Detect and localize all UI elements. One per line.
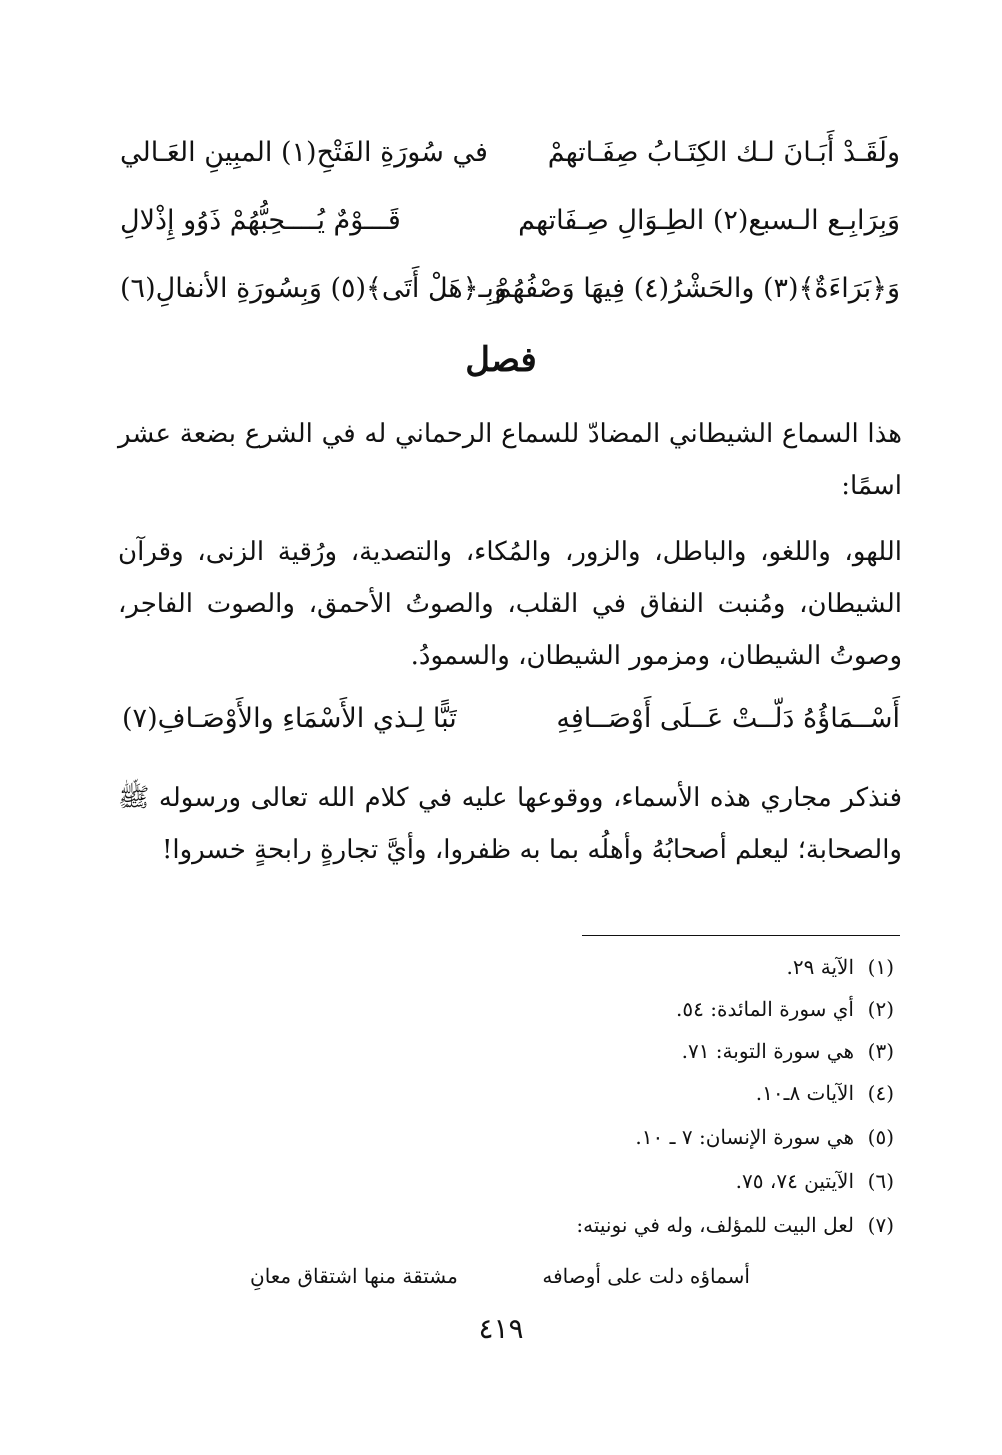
- verse-line: [120, 264, 900, 314]
- footnote: [194, 1078, 894, 1108]
- footnote-text: هي سورة التوبة: ٧١.: [681, 1039, 854, 1063]
- footnote-text: الآية ٢٩.: [786, 955, 854, 979]
- footnote: [194, 994, 894, 1024]
- closing-paragraph: فنذكر مجاري هذه الأسماء، ووقوعها عليه في كلام الله تعالى ورسوله ﷺ والصحابة؛ ليعلم أصحابُهُ وأهلُه بما به ظفروا، وأيَّ تجارةٍ رابحةٍ خسروا!: [118, 783, 902, 865]
- footnote-text: لعل البيت للمؤلف، وله في نونيته:: [576, 1213, 854, 1237]
- footnote-separator: [582, 935, 900, 936]
- footnote-text: الآيتين ٧٤، ٧٥.: [735, 1169, 854, 1193]
- footnote-number: (٧): [867, 1213, 894, 1237]
- footnote: [194, 1166, 894, 1196]
- names-paragraph: اللهو، واللغو، والباطل، والزور، والمُكاء، والتصدية، ورُقية الزنى، وقرآن الشيطان، ومُنبت النفاق في القلب، والصوتُ الأحمق، والصوت الفاجر، وصوتُ الشيطان، ومزمور الشيطان، والسمودُ.: [118, 537, 902, 671]
- footnote-text: الآيات ٨ـ١٠.: [755, 1081, 854, 1105]
- footnote: [194, 1210, 894, 1240]
- footnote-verse: [250, 1260, 750, 1292]
- footnote-number: (٤): [867, 1081, 894, 1105]
- verse-first-hemistich: وَ﴿بَرَاءَةٌ﴾(٣) والحَشْرُ(٤) فِيهَا وَصْفُهُمْ: [494, 273, 900, 304]
- footnote: [194, 952, 894, 982]
- verse-second-hemistich: وَبِـ﴿هَلْ أَتَى﴾(٥) وَبِسُورَةِ الأنفالِ(٦): [120, 273, 507, 304]
- verse-first-hemistich: أسماؤه دلت على أوصافه: [542, 1264, 750, 1288]
- footnote-number: (٥): [867, 1125, 894, 1149]
- verse-second-hemistich: مشتقة منها اشتقاق معانِ: [250, 1264, 458, 1288]
- footnote-number: (١): [867, 955, 894, 979]
- intro-paragraph: هذا السماع الشيطاني المضادّ للسماع الرحماني له في الشرع بضعة عشر اسمًا:: [118, 419, 902, 501]
- verse-first-hemistich: ولَقَـدْ أَبَـانَ لـك الكِتَـابُ صِفَـاتهمْ: [547, 137, 900, 168]
- footnote-number: (٣): [867, 1039, 894, 1063]
- verse-line: [120, 196, 900, 246]
- verse-second-hemistich: تَبًّا لِـذي الأَسْمَاءِ والأَوْصَـافِ(٧): [122, 703, 457, 734]
- verse-line: [122, 694, 900, 744]
- section-heading: فصل: [465, 340, 537, 380]
- footnote-text: هي سورة الإنسان: ٧ ـ ١٠.: [635, 1125, 854, 1149]
- footnote-number: (٢): [867, 997, 894, 1021]
- footnote: [194, 1122, 894, 1152]
- verse-second-hemistich: في سُورَةِ الفَتْحِ(١) المبِينِ العَـالي: [120, 137, 488, 168]
- verse-second-hemistich: قَـــوْمٌ يُــــحِبُّهُمْ ذَوُو إِذْلالِ: [120, 205, 401, 236]
- page-number: ٤١٩: [478, 1312, 524, 1345]
- footnote: [194, 1036, 894, 1066]
- verse-first-hemistich: أَسْــمَاؤُهُ دَلّــتْ عَــلَى أَوْصَــافِهِ: [556, 703, 900, 734]
- verse-first-hemistich: وَبِرَابِـع الـسبع(٢) الطِـوَالِ صِـفَاتهم: [518, 205, 900, 236]
- footnote-number: (٦): [867, 1169, 894, 1193]
- footnote-text: أي سورة المائدة: ٥٤.: [676, 997, 854, 1021]
- verse-line: [120, 128, 900, 178]
